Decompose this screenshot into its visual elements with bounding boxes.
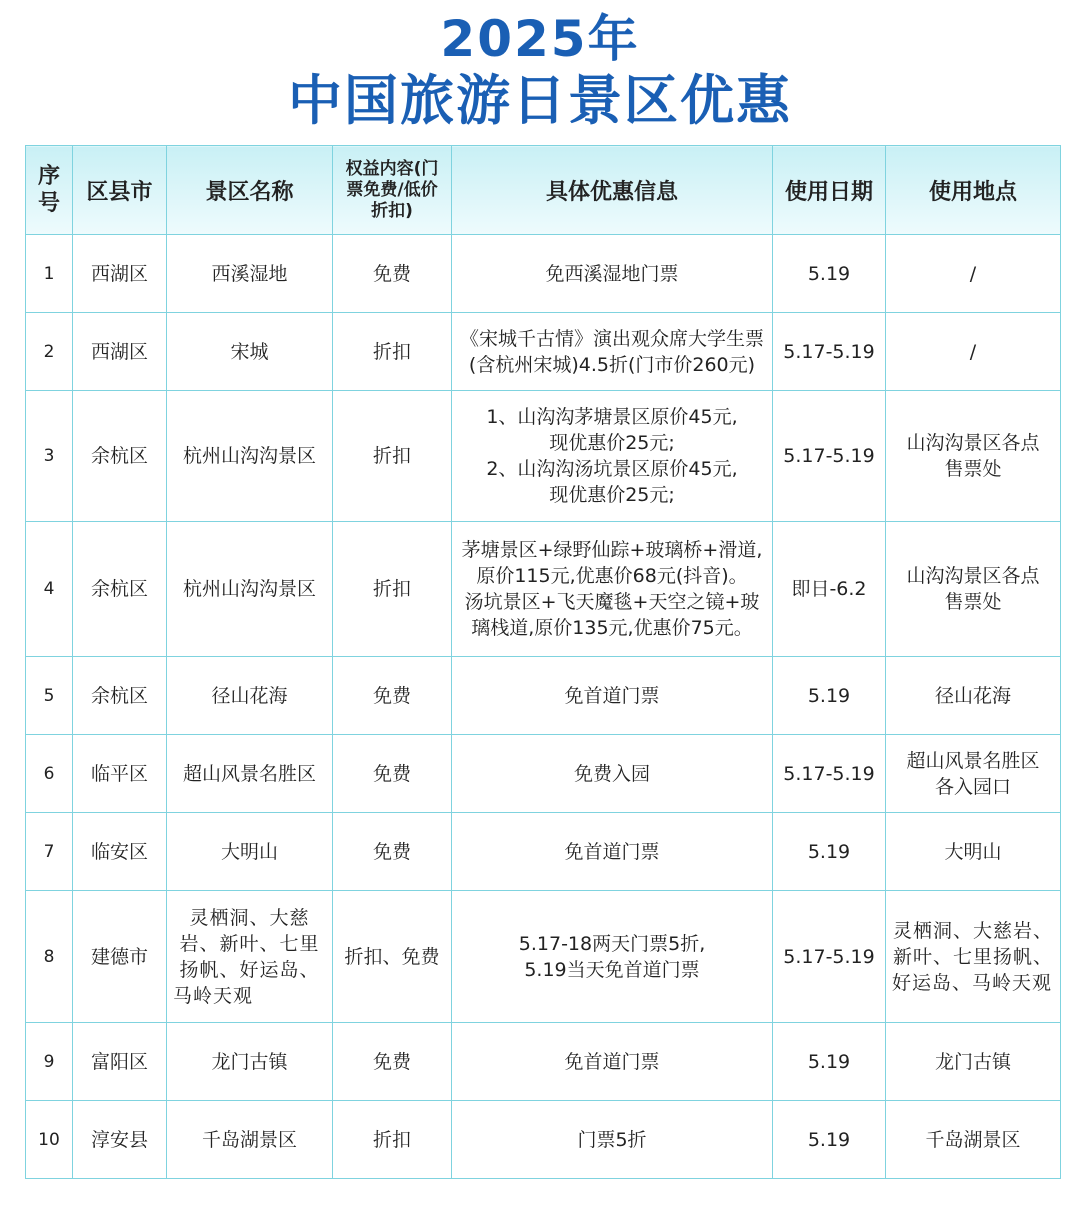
row-detail [452,813,773,891]
row-detail [452,391,773,522]
detail-line: (含杭州宋城)4.5折(门市价260元) [468,353,756,376]
detail-line: 茅塘景区+绿野仙踪+玻璃桥+滑道, [461,539,763,561]
detail-line: 原价115元,优惠价68元(抖音)。 [476,565,748,587]
row-district: 建德市 [73,891,167,1023]
row-benefit: 折扣、免费 [333,891,452,1023]
row-district: 西湖区 [73,235,167,313]
detail-line: 《宋城千古情》演出观众席大学生票 [459,327,764,350]
row-place [886,891,1061,1023]
detail-line: 门票5折 [577,1128,647,1151]
row-date: 5.19 [773,1101,886,1179]
detail-line: 现优惠价25元; [549,484,675,506]
header-scenic: 景区名称 [167,146,333,235]
row-index: 9 [26,1023,73,1101]
row-index: 7 [26,813,73,891]
table-row [26,1101,1061,1179]
table-row [26,522,1061,657]
header-index: 序号 [26,146,73,235]
row-detail [452,657,773,735]
detail-line: 免首道门票 [564,1050,660,1073]
place-line: 龙门古镇 [934,1050,1011,1073]
header-benefit: 权益内容(门票免费/低价折扣) [333,146,452,235]
row-index: 3 [26,391,73,522]
row-detail [452,235,773,313]
row-index: 5 [26,657,73,735]
row-scenic: 千岛湖景区 [167,1101,333,1179]
row-date: 5.17-5.19 [773,891,886,1023]
row-index: 4 [26,522,73,657]
row-date: 即日-6.2 [773,522,886,657]
row-district: 余杭区 [73,391,167,522]
row-scenic: 杭州山沟沟景区 [167,522,333,657]
row-benefit: 免费 [333,235,452,313]
detail-line: 5.19当天免首道门票 [524,958,700,981]
row-scenic: 杭州山沟沟景区 [167,391,333,522]
header-place: 使用地点 [886,146,1061,235]
table-row [26,1023,1061,1101]
row-date: 5.19 [773,657,886,735]
row-detail [452,522,773,657]
place-line: 山沟沟景区各点 [906,565,1040,587]
place-line: / [969,262,977,285]
header-detail: 具体优惠信息 [452,146,773,235]
detail-line: 1、山沟沟茅塘景区原价45元, [486,406,738,428]
row-scenic: 径山花海 [167,657,333,735]
detail-line: 璃栈道,原价135元,优惠价75元。 [471,617,753,639]
table-row [26,391,1061,522]
row-scenic: 超山风景名胜区 [167,735,333,813]
row-detail [452,1101,773,1179]
row-district: 余杭区 [73,657,167,735]
row-date: 5.17-5.19 [773,313,886,391]
table-row [26,235,1061,313]
header-row [26,146,1061,235]
detail-line: 5.17-18两天门票5折, [518,932,706,955]
row-place [886,313,1061,391]
row-benefit: 免费 [333,735,452,813]
place-line: 超山风景名胜区 [906,749,1040,772]
row-district: 临安区 [73,813,167,891]
row-detail [452,1023,773,1101]
row-date: 5.17-5.19 [773,735,886,813]
place-line: 径山花海 [934,684,1011,707]
row-detail [452,313,773,391]
place-line: 灵栖洞、大慈岩、新叶、七里扬帆、好运岛、马岭天观 [892,919,1053,994]
row-place [886,1023,1061,1101]
table-row [26,891,1061,1023]
place-line: 各入园口 [934,775,1011,798]
table-row [26,313,1061,391]
detail-line: 2、山沟沟汤坑景区原价45元, [486,458,738,480]
row-place [886,522,1061,657]
row-benefit: 免费 [333,657,452,735]
row-benefit: 折扣 [333,522,452,657]
row-index: 6 [26,735,73,813]
page-title [0,0,1080,135]
row-date: 5.19 [773,813,886,891]
header-district: 区县市 [73,146,167,235]
row-detail [452,735,773,813]
row-benefit: 折扣 [333,313,452,391]
row-district: 临平区 [73,735,167,813]
row-date: 5.19 [773,1023,886,1101]
row-scenic: 西溪湿地 [167,235,333,313]
row-benefit: 折扣 [333,1101,452,1179]
detail-line: 免首道门票 [564,684,660,707]
detail-line: 免西溪湿地门票 [545,262,679,285]
title-main: 中国旅游日景区优惠 [288,69,792,132]
offers-table [25,145,1061,1179]
detail-line: 汤坑景区+飞天魔毯+天空之镜+玻 [464,591,760,613]
row-scenic: 宋城 [167,313,333,391]
row-scenic: 大明山 [167,813,333,891]
row-place [886,657,1061,735]
row-scenic: 灵栖洞、大慈岩、新叶、七里扬帆、好运岛、马岭天观 [167,891,333,1023]
row-district: 富阳区 [73,1023,167,1101]
row-scenic: 龙门古镇 [167,1023,333,1101]
row-benefit: 免费 [333,1023,452,1101]
row-index: 1 [26,235,73,313]
place-line: / [969,340,977,363]
detail-line: 现优惠价25元; [549,432,675,454]
table-row [26,813,1061,891]
table-row [26,735,1061,813]
header-date: 使用日期 [773,146,886,235]
row-index: 10 [26,1101,73,1179]
place-line: 大明山 [944,840,1002,863]
row-place [886,735,1061,813]
row-index: 2 [26,313,73,391]
row-benefit: 免费 [333,813,452,891]
title-year: 2025年 [440,10,640,68]
row-date: 5.19 [773,235,886,313]
place-line: 售票处 [944,458,1002,480]
row-benefit: 折扣 [333,391,452,522]
row-place [886,391,1061,522]
detail-line: 免首道门票 [564,840,660,863]
detail-line: 免费入园 [573,762,650,785]
row-date: 5.17-5.19 [773,391,886,522]
table-row [26,657,1061,735]
row-place [886,235,1061,313]
row-place [886,1101,1061,1179]
place-line: 山沟沟景区各点 [906,432,1040,454]
row-district: 淳安县 [73,1101,167,1179]
row-index: 8 [26,891,73,1023]
place-line: 千岛湖景区 [925,1128,1021,1151]
place-line: 售票处 [944,591,1002,613]
row-detail [452,891,773,1023]
row-district: 西湖区 [73,313,167,391]
row-district: 余杭区 [73,522,167,657]
row-place [886,813,1061,891]
